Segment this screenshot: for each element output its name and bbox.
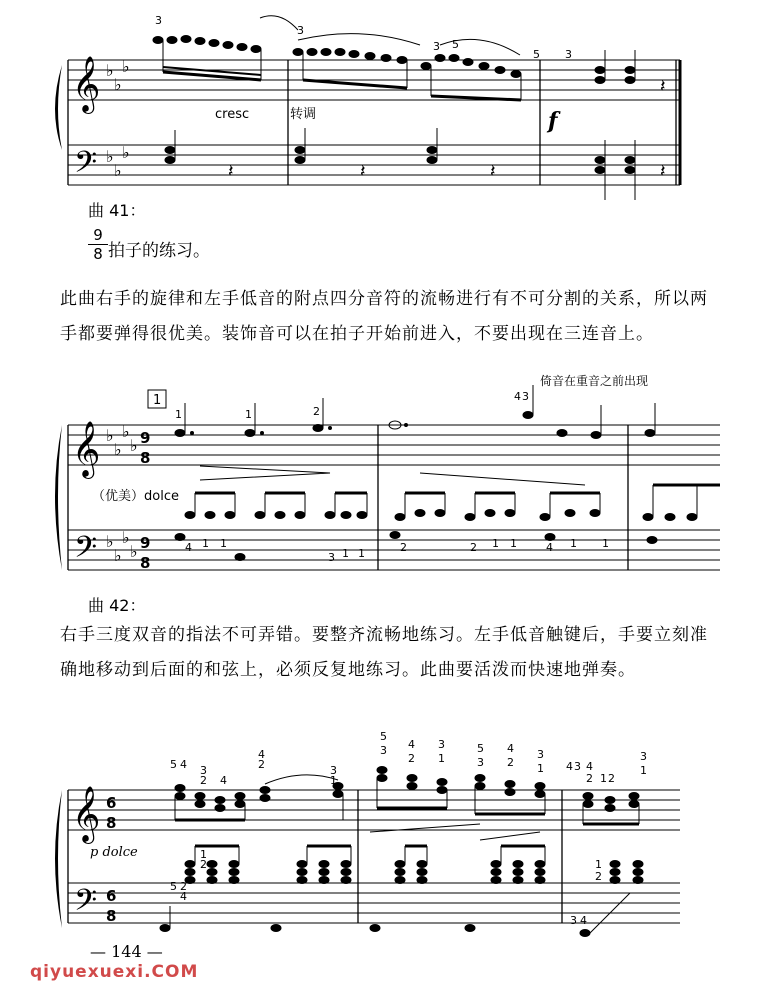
- svg-text:𝄽: 𝄽: [228, 161, 234, 182]
- svg-text:4: 4: [185, 541, 192, 554]
- svg-text:1: 1: [358, 547, 365, 560]
- bass-notes-system2: [175, 485, 720, 561]
- bass-staff: [68, 883, 680, 923]
- svg-text:1: 1: [570, 537, 577, 550]
- music-system-3: [40, 728, 760, 943]
- svg-text:3: 3: [537, 748, 544, 761]
- piece42-description: 右手三度双音的指法不可弄错。要整齐流畅地练习。左手低音触键后，手要立刻准确地移动到后面的和弦上，必须反复地练习。此曲要活泼而快速地弹奏。: [60, 625, 708, 680]
- svg-text:3: 3: [640, 750, 647, 763]
- svg-text:8: 8: [106, 814, 117, 832]
- fingerings-system1: [155, 14, 572, 61]
- hairpins: [370, 824, 540, 840]
- svg-text:2: 2: [200, 774, 207, 787]
- svg-text:3: 3: [200, 764, 207, 777]
- fingerings-system2-top: [175, 390, 529, 421]
- svg-text:4: 4: [180, 758, 187, 771]
- treble-notes-system3: [175, 767, 639, 825]
- svg-text:4: 4: [408, 738, 415, 751]
- svg-text:5: 5: [170, 880, 177, 893]
- svg-text:3: 3: [477, 756, 484, 769]
- bass-clef-icon: 𝄢: [74, 146, 98, 187]
- svg-text:1: 1: [175, 408, 182, 421]
- svg-text:2: 2: [408, 752, 415, 765]
- svg-text:4: 4: [514, 390, 521, 403]
- piece41-description: 此曲右手的旋律和左手低音的附点四分音符的流畅进行有不可分割的关系，所以两手都要弹得很优美。装饰音可以在拍子开始前进入，不要出现在三连音上。: [60, 289, 708, 344]
- svg-text:3: 3: [522, 390, 529, 403]
- treble-clef-icon: 𝄞: [72, 786, 101, 842]
- piece41-title: 拍子的练习。: [108, 241, 210, 261]
- svg-text:♭: ♭: [122, 57, 130, 76]
- svg-text:♭: ♭: [114, 161, 122, 180]
- svg-text:3: 3: [328, 551, 335, 564]
- svg-text:𝄽: 𝄽: [660, 76, 666, 97]
- brace-icon: [55, 790, 62, 928]
- svg-text:5: 5: [452, 38, 459, 51]
- svg-text:5: 5: [533, 48, 540, 61]
- svg-text:3: 3: [330, 764, 337, 777]
- svg-text:♭: ♭: [122, 143, 130, 162]
- site-watermark: qiyuexuexi.COM: [30, 962, 199, 982]
- score-staff-1: [40, 0, 760, 215]
- music-system-2: [40, 385, 760, 595]
- svg-text:1: 1: [602, 537, 609, 550]
- key-signature: [106, 57, 130, 180]
- svg-text:8: 8: [106, 907, 117, 925]
- treble-staff: [68, 425, 720, 465]
- svg-text:♭: ♭: [106, 426, 114, 445]
- slur: [298, 34, 420, 45]
- svg-text:1: 1: [202, 537, 209, 550]
- bass-notes-system1: [165, 128, 635, 200]
- treble-clef-icon: 𝄞: [72, 56, 101, 112]
- svg-text:𝄽: 𝄽: [660, 161, 666, 182]
- piece41-label: 曲 41：: [88, 201, 146, 220]
- svg-text:4: 4: [220, 774, 227, 787]
- svg-text:♭: ♭: [114, 546, 122, 565]
- bass-staff: [68, 145, 680, 185]
- svg-text:♭: ♭: [122, 422, 130, 441]
- score-staff-2: [40, 385, 760, 595]
- svg-text:2: 2: [470, 541, 477, 554]
- expression-dolce: （优美）dolce: [92, 489, 179, 504]
- svg-text:3: 3: [574, 760, 581, 773]
- svg-text:1: 1: [245, 408, 252, 421]
- brace-icon: [55, 425, 62, 570]
- svg-text:2: 2: [200, 858, 207, 871]
- svg-text:♭: ♭: [130, 436, 138, 455]
- time-fraction: [88, 226, 108, 263]
- fingerings-system3-bottom: [170, 848, 602, 927]
- svg-text:3: 3: [433, 40, 440, 53]
- svg-text:4: 4: [566, 760, 573, 773]
- svg-text:♭: ♭: [122, 528, 130, 547]
- score-staff-3: [40, 728, 760, 943]
- measure-number: 1: [153, 393, 162, 408]
- treble-clef-icon: 𝄞: [72, 421, 101, 477]
- svg-text:6: 6: [106, 794, 117, 812]
- svg-text:2: 2: [180, 880, 187, 893]
- hairpins: [200, 466, 585, 485]
- svg-text:5: 5: [380, 730, 387, 743]
- grace-note-annotation: 倚音在重音之前出现: [540, 374, 649, 388]
- svg-text:1: 1: [537, 762, 544, 775]
- svg-text:4: 4: [180, 890, 187, 903]
- svg-text:3: 3: [570, 914, 577, 927]
- svg-text:3: 3: [380, 744, 387, 757]
- svg-text:♭: ♭: [130, 542, 138, 561]
- svg-text:2: 2: [507, 756, 514, 769]
- svg-text:♭: ♭: [106, 147, 114, 166]
- svg-text:𝄽: 𝄽: [360, 161, 366, 182]
- svg-text:5: 5: [170, 758, 177, 771]
- svg-text:8: 8: [140, 449, 151, 467]
- svg-text:𝄽: 𝄽: [490, 161, 496, 182]
- svg-text:♭: ♭: [106, 532, 114, 551]
- svg-text:2: 2: [595, 870, 602, 883]
- brace-icon: [55, 65, 62, 150]
- bass-clef-icon: 𝄢: [74, 531, 98, 572]
- modulate-mark: 转调: [290, 107, 317, 122]
- svg-text:2: 2: [400, 541, 407, 554]
- svg-text:2: 2: [258, 758, 265, 771]
- svg-text:1: 1: [640, 764, 647, 777]
- slur: [260, 16, 298, 30]
- svg-text:4: 4: [580, 914, 587, 927]
- svg-text:2: 2: [313, 405, 320, 418]
- svg-text:2: 2: [608, 772, 615, 785]
- svg-text:3: 3: [155, 14, 162, 27]
- page-number: — 144 —: [90, 942, 163, 961]
- svg-text:1: 1: [600, 772, 607, 785]
- svg-text:♭: ♭: [114, 75, 122, 94]
- svg-text:1: 1: [330, 774, 337, 787]
- svg-text:3: 3: [438, 738, 445, 751]
- slur: [265, 775, 338, 784]
- cresc-mark: cresc: [215, 107, 250, 122]
- svg-text:6: 6: [106, 887, 117, 905]
- svg-text:4: 4: [586, 760, 593, 773]
- svg-text:4: 4: [546, 541, 553, 554]
- svg-text:9: 9: [140, 429, 151, 447]
- svg-text:1: 1: [220, 537, 227, 550]
- svg-text:5: 5: [477, 742, 484, 755]
- svg-text:1: 1: [200, 848, 207, 861]
- svg-text:1: 1: [595, 858, 602, 871]
- treble-staff: [68, 60, 680, 100]
- music-system-1: [40, 0, 760, 215]
- svg-text:♭: ♭: [114, 440, 122, 459]
- svg-text:1: 1: [438, 752, 445, 765]
- svg-text:1: 1: [492, 537, 499, 550]
- svg-text:1: 1: [510, 537, 517, 550]
- svg-text:1: 1: [342, 547, 349, 560]
- svg-text:♭: ♭: [106, 61, 114, 80]
- svg-text:3: 3: [565, 48, 572, 61]
- bass-clef-icon: 𝄢: [74, 884, 98, 925]
- svg-text:9: 9: [140, 534, 151, 552]
- svg-text:4: 4: [258, 748, 265, 761]
- svg-text:4: 4: [507, 742, 514, 755]
- svg-text:8: 8: [140, 554, 151, 572]
- piece42-label: 曲 42：: [88, 596, 146, 615]
- forte-mark: f: [548, 108, 558, 134]
- svg-text:2: 2: [586, 772, 593, 785]
- fraction-denominator: 8: [88, 244, 108, 263]
- svg-text:3: 3: [297, 24, 304, 37]
- expression-p-dolce: p dolce: [90, 845, 138, 860]
- fraction-numerator: 9: [93, 226, 103, 244]
